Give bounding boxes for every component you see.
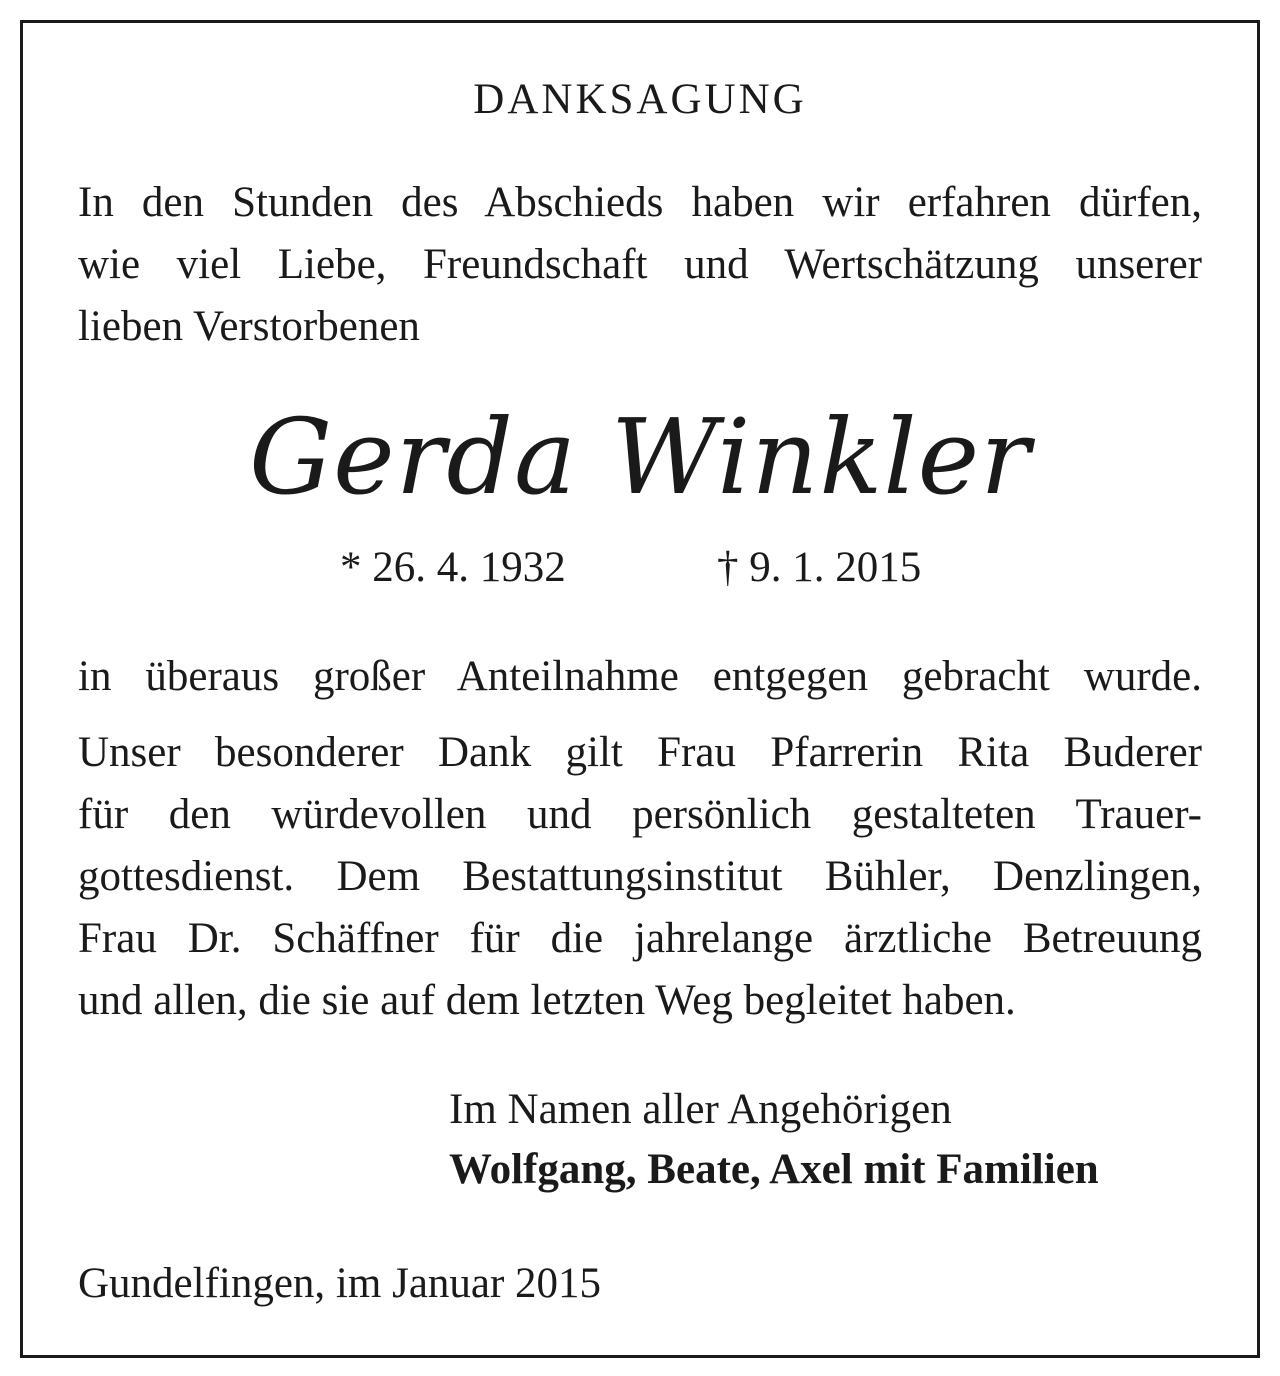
signature-intro: Im Namen aller Angehörigen: [449, 1086, 952, 1133]
notice-heading: DANKSAGUNG: [473, 76, 807, 123]
thanks-paragraph: [78, 722, 1202, 1032]
thanks-line: Unser besonderer Dank gilt Frau Pfarrerin Rita Buderer: [78, 729, 1202, 776]
thanks-line: für den würdevollen und persönlich gestalteten Trauer-: [78, 791, 1202, 838]
continuation-line: in überaus großer Anteilnahme entgegen gebracht wurde.: [78, 653, 1202, 700]
intro-paragraph: [78, 172, 1202, 358]
thanks-line: gottesdienst. Dem Bestattungsinstitut Bühler, Denzlingen,: [78, 853, 1202, 900]
thanks-line: Frau Dr. Schäffner für die jahrelange ärztliche Betreuung: [78, 915, 1202, 962]
death-date: † 9. 1. 2015: [717, 544, 922, 591]
signature-names: Wolfgang, Beate, Axel mit Familien: [449, 1146, 1099, 1193]
deceased-name: Gerda Winkler: [249, 396, 1031, 518]
thanks-line: und allen, die sie auf dem letzten Weg begleitet haben.: [78, 977, 1016, 1024]
continuation-paragraph: [78, 646, 1202, 708]
intro-line: wie viel Liebe, Freundschaft und Wertschätzung unserer: [78, 241, 1202, 288]
intro-line: lieben Verstorbenen: [78, 303, 420, 350]
place-and-date: Gundelfingen, im Januar 2015: [78, 1260, 602, 1307]
birth-date: * 26. 4. 1932: [340, 544, 566, 591]
intro-line: In den Stunden des Abschieds haben wir erfahren dürfen,: [78, 179, 1202, 226]
